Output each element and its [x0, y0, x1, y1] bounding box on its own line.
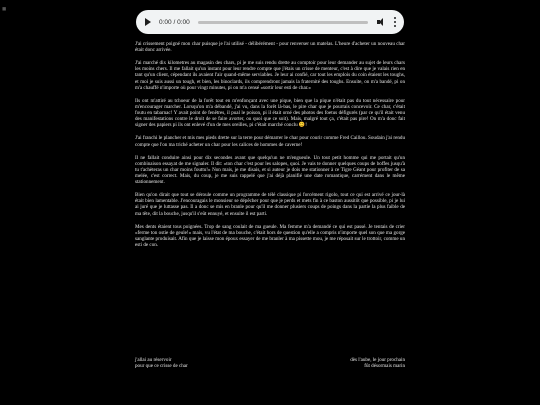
- paragraph-6: Bien qu'on dirait que tout se déroule comme un programme de télé classique pi forcément rigolo, tout ce qui est arrivé ce jour-là était bien lamentable. J'encouragais le monsieur se dépêcher pour que je perds et mets fin à ce baston aussitôt que possible, pi je lui ai juré que je luttasse pas. Il a donc se mis en branle pour qu'il me donner plusiers coups de poings dans la partie la plus faible de ma tête, dit la bouche, jusqu'il s'eût ennuyé, et ensuite il est parti.: [135, 192, 405, 217]
- paragraph-3: Ils ont m'attiré au tchoeur de la forêt tout en m'enfonçant avec une pique, bien que la pique n'était pas du tout nécessaire pour m'encourager marcher. Lorsqu'on m'a débandé, j'ai vu, dans la forêt là-bas, le pire char que je pourrais concevoir. Ce char, c'était foutu en tabarnac! Y avait point de fenêtres, il pual le poison, pi il était orné des photos des foetus défigurés (par ce qu'il était venu des manifestations contre le droit de se faire avorter, ou quoi que ce soit). Mais, malgré tout ça, c'était pas pire! On m'a donc fait signer des papiers pi ils ont enlevé d'un de mes oreilles, pi c'était marché conclu 😊!: [135, 97, 405, 129]
- story-text: [135, 41, 405, 255]
- volume-icon[interactable]: [377, 18, 386, 26]
- play-icon[interactable]: [145, 18, 151, 26]
- time-display: 0:00 / 0:00: [159, 18, 190, 26]
- paragraph-2: J'ai marché dix kilometres au magasin des chars, pi je me suis rendu drette au comptoir pour leur demander au sujet de leurs chars les moins chers. Il me fallait qu'un instant pour leur rendre compte que j'étais un crisse de menteur, c'est à dire que je valais rien en tant qu'un client, cépendant ils avaient l'air quand-même serviables. Je leur ai confié, car tout les emplois du coin étaient les toughs, et moi je suis aussi un tough, et bien, les binoclards, ils comprendront jamais la fraternité des toughs. Ensuite, on m'a bandé, pi on m'a chauffé n'importe où pour vingt minutes, pi on m'a censé «sortir leur esti de char.»: [135, 60, 405, 91]
- poem-left-line-2: pour que ce crisse de char: [135, 363, 188, 370]
- poem-right-line-1: dès l'aube, le jour prochain: [350, 357, 405, 363]
- poem-left-line-1: j'allai au réservoir: [135, 357, 172, 363]
- seek-bar[interactable]: [198, 21, 368, 24]
- paragraph-5: Il ne fallait conduire ainsi pour dix secondes avant que quelqu'un ne m'engueule. Un tout petit homme qui me portait qu'un combinaison essayat de me signaler. Il dit: «ton char c'est pour les salopes, quoi. Je vais te donner quelques coups de boffes jusqu'à tu t'achèteras un char moins fouttu!» Non mais, je me disais, et si auteur je dois me stationner à ce Tigre Géant pour profiter de sa melée, c'est correct. Mais, du coup, je me suis rappelé que j'ai déjà planifié une date romantique, carrément dans le même stationnement.: [135, 154, 405, 186]
- paragraph-1: J'ai crissement poigné mon char puisque je l'ai utilisé - délibérément - pour renverser un matelas. L'heure d'acheter un nouveau char était donc arrivée.: [135, 41, 405, 54]
- closing-poem: [135, 357, 405, 369]
- corner-glyph: ■: [2, 5, 7, 13]
- audio-player[interactable]: [136, 10, 404, 34]
- paragraph-7: Mes dents étaient tous poignées. Trop de sang coulait de ma gueule. Ma femme m'a demandé ce qui est passé. Je tentais de crier «ferme ton ostie de geule!» mais, vu l'état de ma bouche, c'était hors de question qu'elle a compris n'importe quel son que ma gorge sanglante produisait. Afin que je laisse mon époux essayer de me branler à ma pissette mou, je me réposait sur le trottoir, comme un esti de con.: [135, 223, 405, 248]
- poem-right-column: [350, 357, 405, 369]
- poem-left-column: [135, 357, 188, 369]
- paragraph-4: J'ai franchi le plancher et mis mes pieds drette sur la terre pour démarrer le char pour courir comme Fred Caillou. Soudain j'ai rendu compte que l'on ma triché acheter un char pour les calices de hommes de caverne!: [135, 135, 405, 148]
- poem-right-line-2: fût désormais marin: [364, 363, 405, 370]
- more-options-icon[interactable]: [394, 17, 396, 27]
